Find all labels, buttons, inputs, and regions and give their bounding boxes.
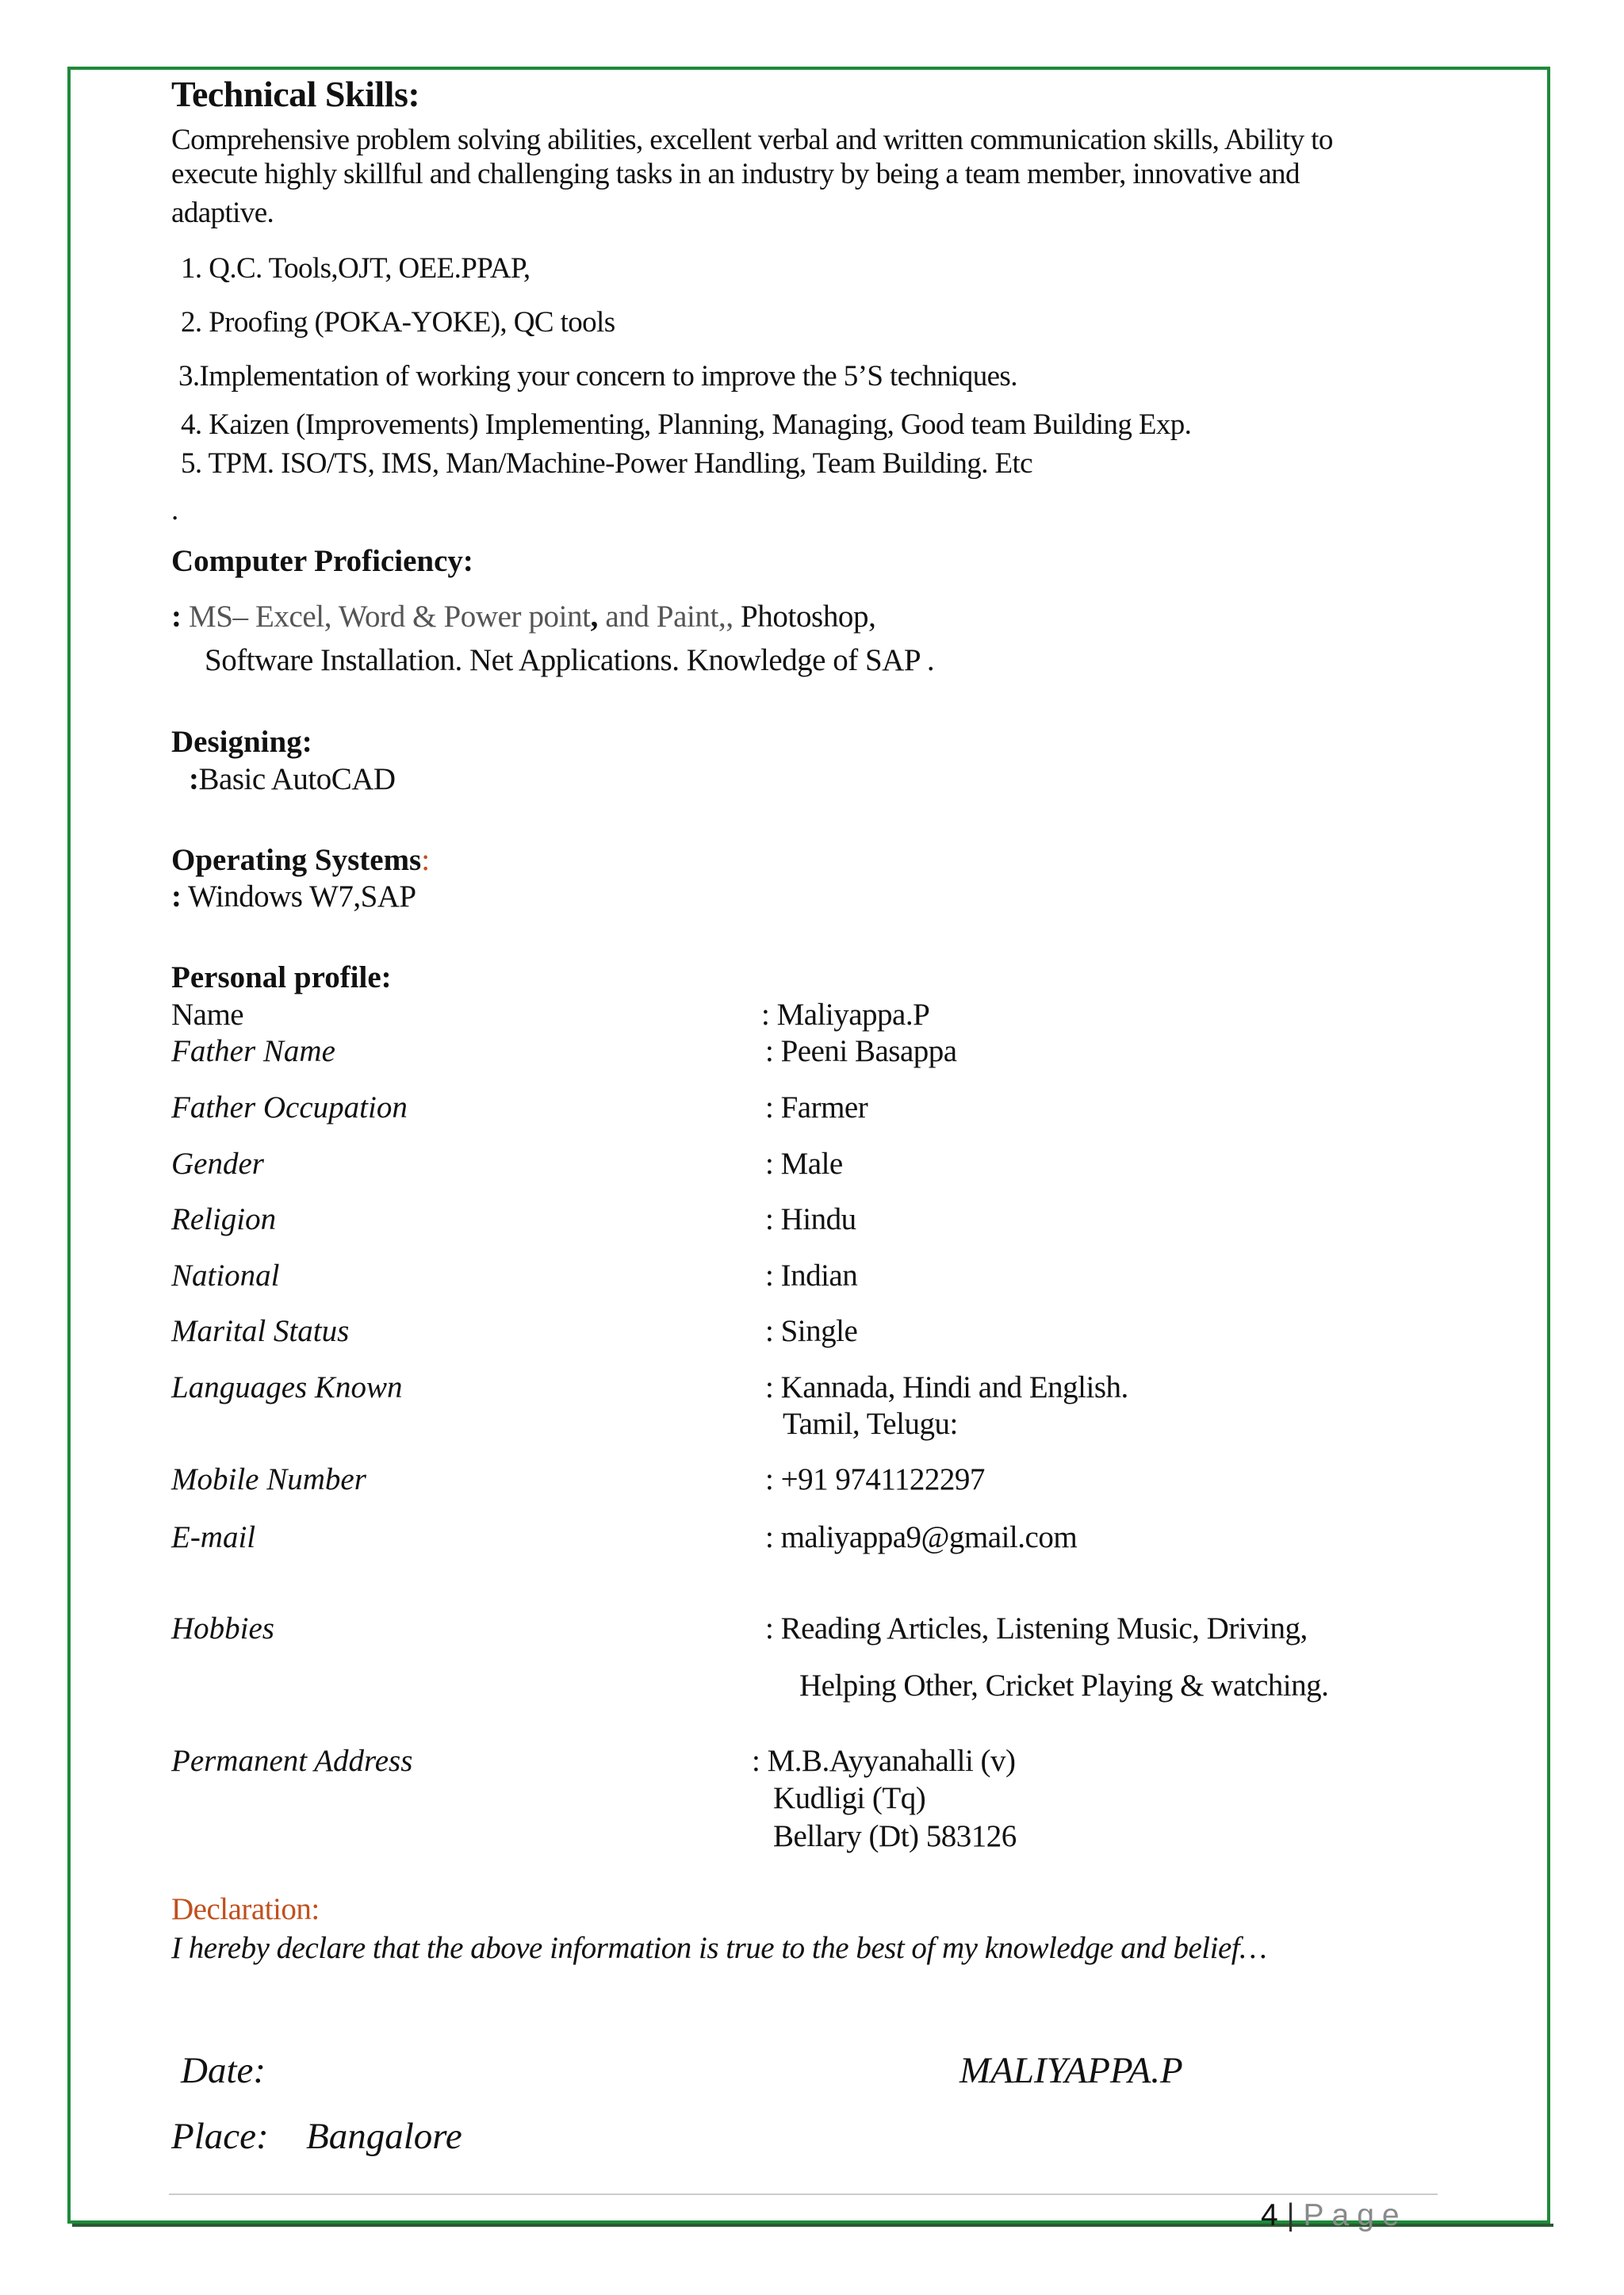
profile-label-name: Name	[171, 998, 244, 1032]
profile-label-marital-status: Marital Status	[171, 1314, 350, 1348]
comma: ,	[590, 600, 598, 634]
skill-item: 5. TPM. ISO/TS, IMS, Man/Machine-Power Handling, Team Building. Etc	[181, 447, 1032, 480]
designing-text: Basic AutoCAD	[198, 762, 396, 796]
page-number	[1261, 2198, 1408, 2233]
profile-label-mobile: Mobile Number	[171, 1462, 366, 1496]
profile-value-national: : Indian	[765, 1259, 858, 1293]
colon: :	[171, 879, 182, 914]
colon: :	[421, 843, 431, 877]
operating-systems-value	[171, 879, 416, 914]
profile-value-address-3: Bellary (Dt) 583126	[773, 1819, 1017, 1853]
profile-value-religion: : Hindu	[765, 1202, 856, 1236]
ms-office-text: MS– Excel, Word & Power point	[181, 600, 591, 634]
place-value: Bangalore	[306, 2116, 462, 2157]
page-word: Page	[1303, 2198, 1408, 2232]
skill-item: 2. Proofing (POKA-YOKE), QC tools	[181, 306, 615, 339]
profile-value-marital-status: : Single	[765, 1314, 858, 1348]
profile-value-address: : M.B.Ayyanahalli (v)	[752, 1744, 1016, 1778]
declaration-text: I hereby declare that the above information is true to the best of my knowledge and belief…	[171, 1931, 1267, 1965]
technical-skills-intro-line: Comprehensive problem solving abilities, excellent verbal and written communication skills, Ability to	[171, 124, 1333, 156]
profile-value-name: : Maliyappa.P	[761, 998, 930, 1032]
profile-label-religion: Religion	[171, 1202, 277, 1236]
stray-dot: .	[171, 494, 178, 527]
operating-systems-heading	[171, 842, 430, 878]
designing-heading: Designing:	[171, 725, 312, 759]
profile-value-mobile: : +91 9741122297	[765, 1462, 985, 1496]
computer-proficiency-heading: Computer Proficiency:	[171, 544, 473, 578]
skill-item: 4. Kaizen (Improvements) Implementing, Planning, Managing, Good team Building Exp.	[181, 408, 1192, 441]
profile-value-father-name: : Peeni Basappa	[765, 1034, 957, 1068]
place-label: Place:	[171, 2116, 269, 2157]
colon: :	[171, 600, 182, 634]
footer-divider	[169, 2193, 1438, 2195]
profile-value-father-occupation: : Farmer	[765, 1090, 868, 1125]
computer-proficiency-line-1	[171, 599, 875, 634]
colon: :	[189, 762, 199, 796]
profile-value-gender: : Male	[765, 1147, 843, 1181]
profile-label-email: E-mail	[171, 1520, 256, 1554]
profile-value-hobbies-2: Helping Other, Cricket Playing & watching.	[799, 1669, 1329, 1703]
designing-value	[189, 761, 396, 797]
technical-skills-heading: Technical Skills:	[171, 74, 420, 114]
profile-label-hobbies: Hobbies	[171, 1611, 274, 1646]
profile-value-email: : maliyappa9@gmail.com	[765, 1520, 1078, 1554]
technical-skills-intro-line: adaptive.	[171, 197, 274, 229]
skill-item: 1. Q.C. Tools,OJT, OEE.PPAP,	[181, 252, 530, 285]
operating-systems-heading-text: Operating Systems	[171, 843, 422, 877]
paint-text: and Paint,,	[597, 600, 733, 634]
photoshop-text: Photoshop,	[733, 600, 876, 634]
profile-label-national: National	[171, 1259, 280, 1293]
profile-label-languages: Languages Known	[171, 1370, 403, 1404]
profile-label-father-occupation: Father Occupation	[171, 1090, 408, 1125]
technical-skills-intro-line: execute highly skillful and challenging tasks in an industry by being a team member, innovative and	[171, 158, 1300, 190]
profile-label-address: Permanent Address	[171, 1744, 413, 1778]
declaration-heading: Declaration:	[171, 1892, 320, 1926]
computer-proficiency-line-2: Software Installation. Net Applications. Knowledge of SAP .	[205, 643, 935, 677]
signature-name: MALIYAPPA.P	[959, 2050, 1183, 2091]
profile-label-father-name: Father Name	[171, 1034, 335, 1068]
date-label: Date:	[181, 2050, 266, 2091]
skill-item: 3.Implementation of working your concern to improve the 5’S techniques.	[178, 360, 1017, 393]
profile-value-hobbies: : Reading Articles, Listening Music, Driving,	[765, 1611, 1308, 1646]
profile-label-gender: Gender	[171, 1147, 264, 1181]
profile-value-address-2: Kudligi (Tq)	[773, 1781, 926, 1815]
profile-value-languages: : Kannada, Hindi and English.	[765, 1370, 1128, 1404]
page-separator: |	[1286, 2198, 1295, 2232]
personal-profile-heading: Personal profile:	[171, 960, 392, 994]
operating-systems-text: Windows W7,SAP	[181, 879, 416, 914]
profile-value-languages-2: Tamil, Telugu:	[783, 1407, 958, 1441]
page-number-value: 4	[1261, 2198, 1278, 2232]
